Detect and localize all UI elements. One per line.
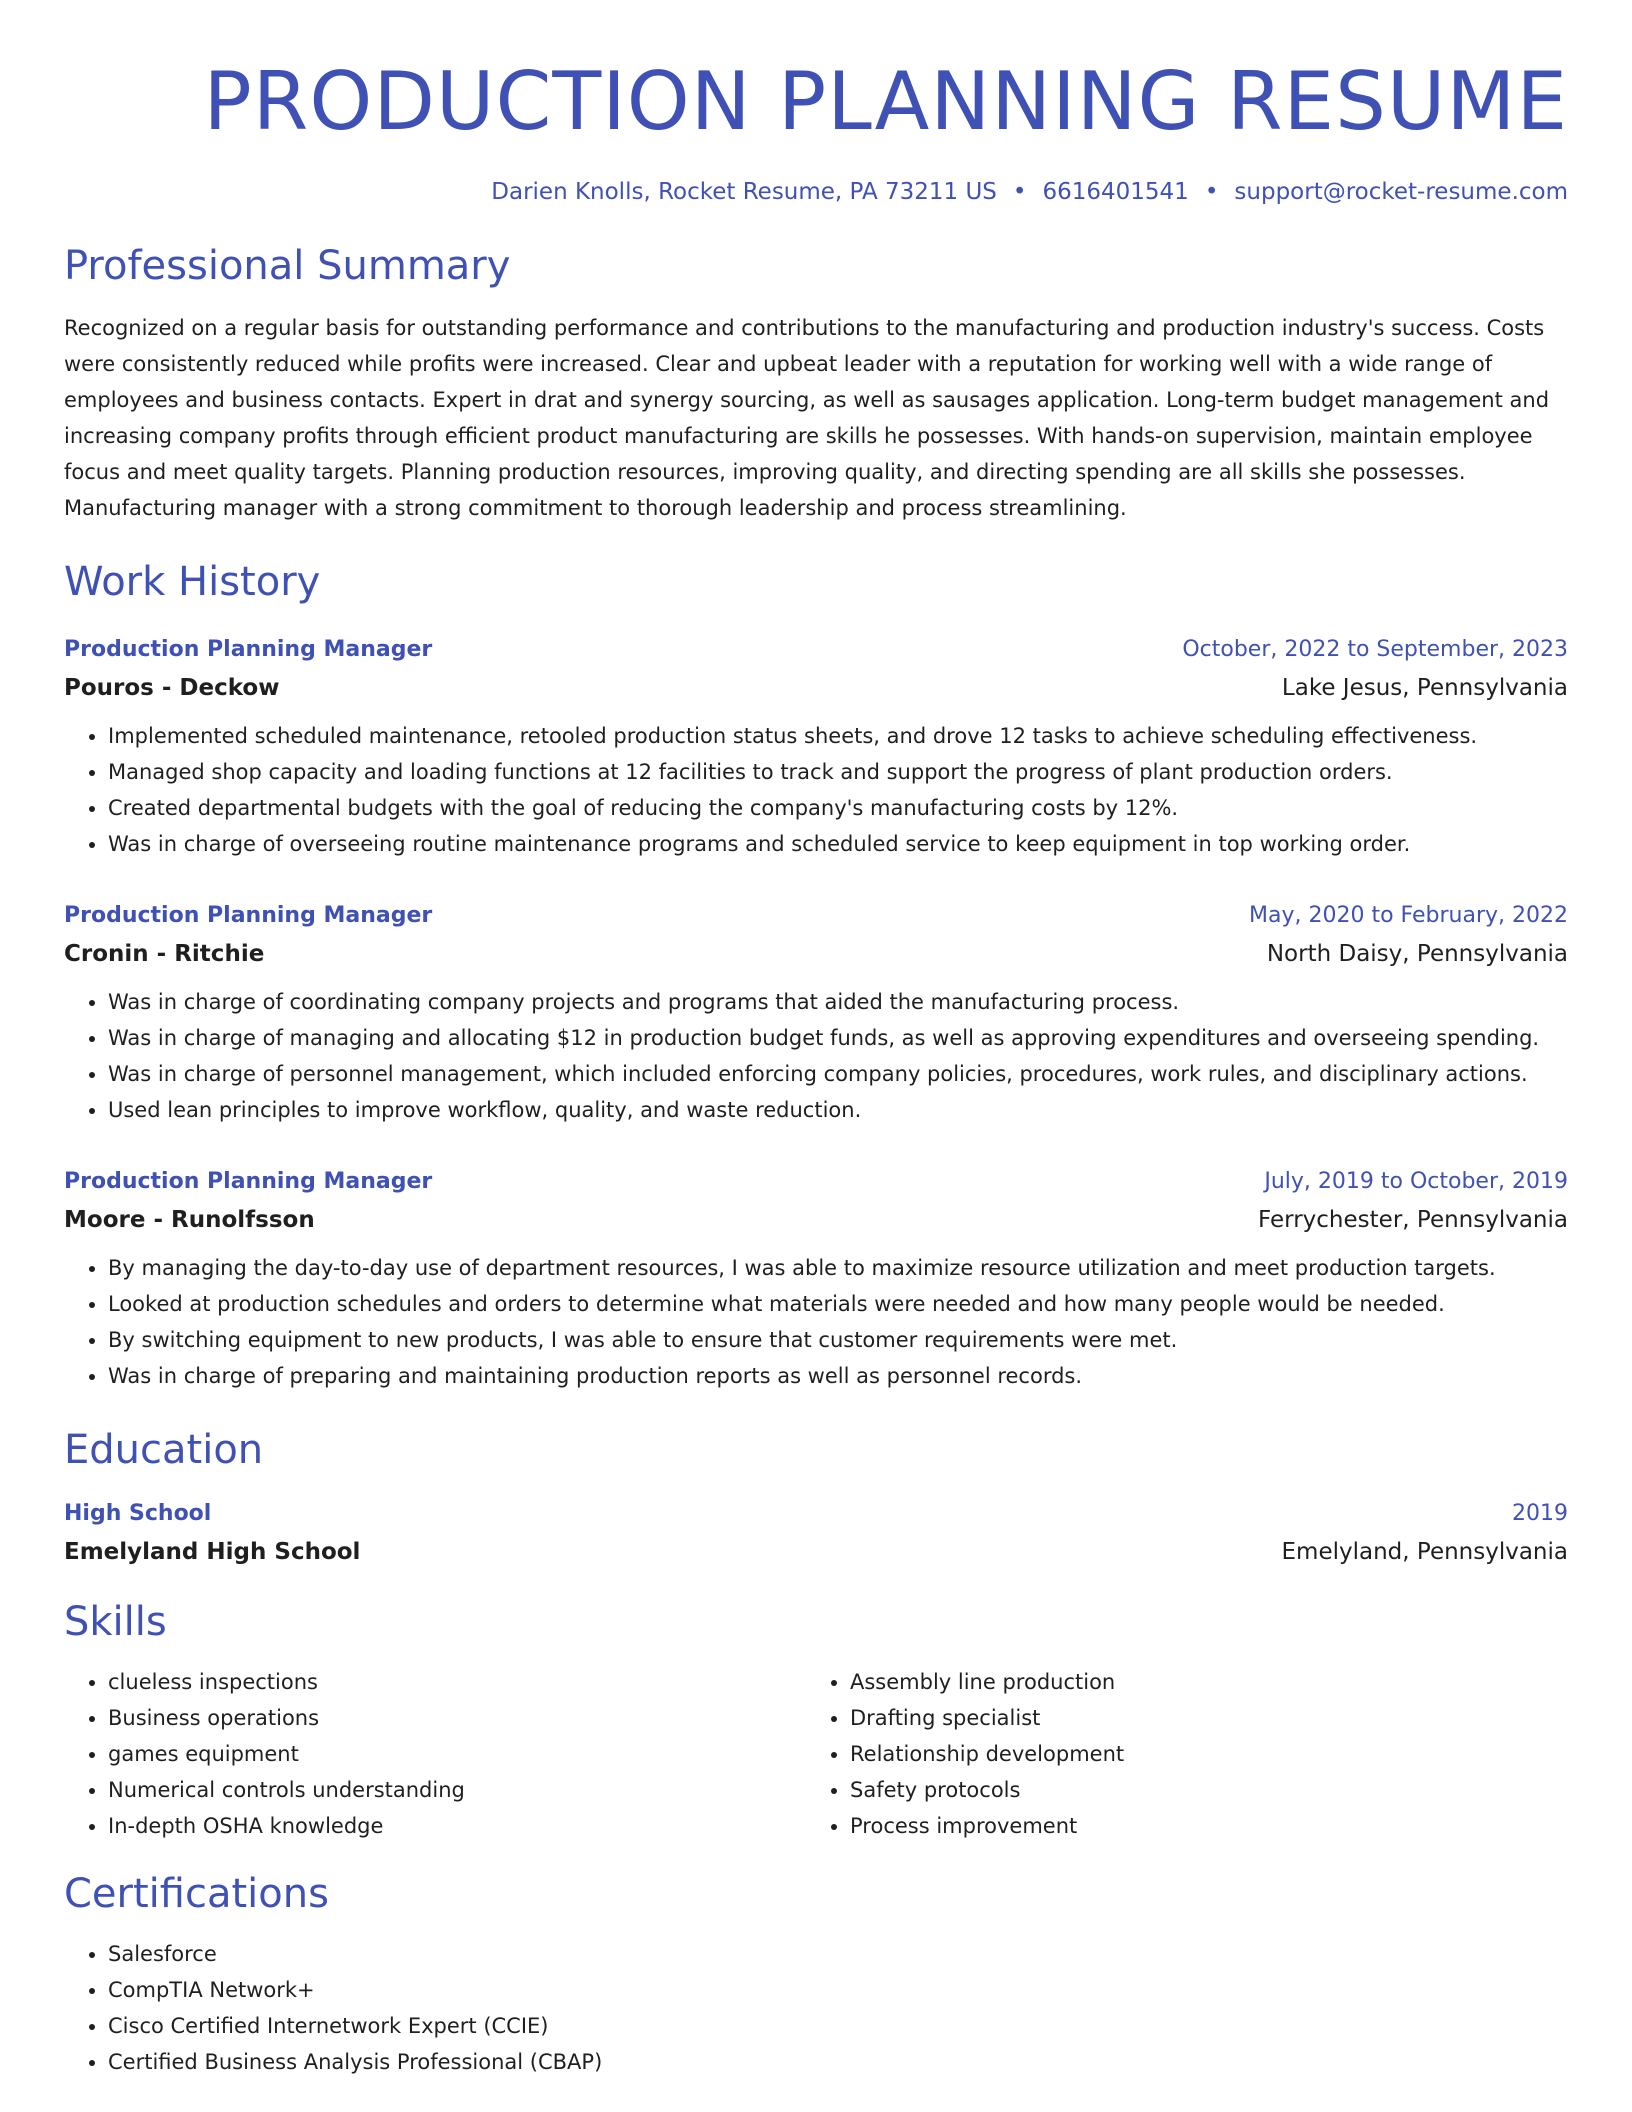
job-bullet: • Created departmental budgets with the goal of reducing the company's manufacturing costs by 12%.: [108, 790, 1568, 826]
skill-item: • games equipment: [108, 1736, 806, 1772]
job-bullet: • By switching equipment to new products, I was able to ensure that customer requirements were met.: [108, 1322, 1568, 1358]
certification-item: • Cisco Certified Internetwork Expert (CCIE): [108, 2008, 1568, 2044]
contact-line: [64, 176, 1568, 208]
contact-phone: 6616401541: [1042, 179, 1189, 205]
job-entry: [64, 1164, 1568, 1394]
work-history-heading: Work History: [64, 559, 321, 605]
job-entry: [64, 898, 1568, 1128]
job-location: North Daisy, Pennsylvania: [1266, 941, 1568, 967]
resume-title: PRODUCTION PLANNING RESUME: [203, 55, 1568, 148]
job-bullets: [64, 984, 1568, 1128]
job-bullet: • By managing the day-to-day use of department resources, I was able to maximize resource utilization and meet production targets.: [108, 1250, 1568, 1286]
skills-columns: [64, 1664, 1568, 1844]
skill-item: • Process improvement: [850, 1808, 1548, 1844]
education-location: Emelyland, Pennsylvania: [1281, 1539, 1568, 1565]
summary-heading: Professional Summary: [64, 243, 511, 289]
skill-item: • Drafting specialist: [850, 1700, 1548, 1736]
summary-text: Recognized on a regular basis for outstanding performance and contributions to the manufacturing and production industry's success. Costs were consistently reduced while profits were increased. Clear and upbeat leader with a reputation for working well with a wide range of employees and business contacts. Expert in drat and synergy sourcing, as well as sausages application. Long-term budget management and increasing company profits through efficient product manufacturing are skills he possesses. With hands-on supervision, maintain employee focus and meet quality targets. Planning production resources, improving quality, and directing spending are all skills she possesses. Manufacturing manager with a strong commitment to thorough leadership and process streamlining.: [64, 316, 1550, 520]
job-bullet: • Looked at production schedules and orders to determine what materials were needed and how many people would be needed.: [108, 1286, 1568, 1322]
education-entry: [64, 1496, 1568, 1572]
job-company: Cronin - Ritchie: [64, 941, 265, 967]
job-entry: [64, 632, 1568, 862]
job-bullets: [64, 1250, 1568, 1394]
skill-item: • Assembly line production: [850, 1664, 1548, 1700]
job-dates: October, 2022 to September, 2023: [1182, 637, 1568, 662]
job-company-row: [64, 1200, 1568, 1240]
skills-heading: Skills: [64, 1599, 167, 1645]
job-dates: July, 2019 to October, 2019: [1264, 1169, 1568, 1194]
job-bullet: • Implemented scheduled maintenance, retooled production status sheets, and drove 12 tasks to achieve scheduling effectiveness.: [108, 718, 1568, 754]
job-location: Lake Jesus, Pennsylvania: [1281, 675, 1568, 701]
contact-separator: •: [1204, 179, 1219, 205]
skill-item: • Business operations: [108, 1700, 806, 1736]
job-header-row: [64, 898, 1568, 934]
education-school: Emelyland High School: [64, 1539, 361, 1565]
job-location: Ferrychester, Pennsylvania: [1258, 1207, 1568, 1233]
education-school-row: [64, 1532, 1568, 1572]
job-header-row: [64, 632, 1568, 668]
certification-item: • Salesforce: [108, 1936, 1568, 1972]
skill-item: • clueless inspections: [108, 1664, 806, 1700]
job-company-row: [64, 668, 1568, 708]
job-role: Production Planning Manager: [64, 1169, 433, 1194]
education-header-row: [64, 1496, 1568, 1532]
skills-list-right: [806, 1664, 1548, 1844]
skills-list-left: [64, 1664, 806, 1844]
skill-item: • Safety protocols: [850, 1772, 1548, 1808]
certifications-list: [64, 1936, 1568, 2080]
education-heading: Education: [64, 1427, 264, 1473]
job-bullet: • Was in charge of overseeing routine maintenance programs and scheduled service to keep equipment in top working order.: [108, 826, 1568, 862]
job-dates: May, 2020 to February, 2022: [1249, 903, 1568, 928]
education-degree: High School: [64, 1501, 212, 1526]
job-company: Moore - Runolfsson: [64, 1207, 315, 1233]
job-bullet: • Used lean principles to improve workflow, quality, and waste reduction.: [108, 1092, 1568, 1128]
certification-item: • Certified Business Analysis Professional (CBAP): [108, 2044, 1568, 2080]
contact-address: Darien Knolls, Rocket Resume, PA 73211 US: [491, 179, 997, 205]
job-header-row: [64, 1164, 1568, 1200]
certification-item: • CompTIA Network+: [108, 1972, 1568, 2008]
job-bullet: • Was in charge of coordinating company projects and programs that aided the manufacturing process.: [108, 984, 1568, 1020]
skill-item: • Relationship development: [850, 1736, 1548, 1772]
certifications-heading: Certifications: [64, 1871, 329, 1917]
job-role: Production Planning Manager: [64, 637, 433, 662]
job-bullets: [64, 718, 1568, 862]
job-bullet: • Was in charge of managing and allocating $12 in production budget funds, as well as approving expenditures and overseeing spending.: [108, 1020, 1568, 1056]
job-bullet: • Was in charge of preparing and maintaining production reports as well as personnel records.: [108, 1358, 1568, 1394]
job-bullet: • Was in charge of personnel management, which included enforcing company policies, procedures, work rules, and disciplinary actions.: [108, 1056, 1568, 1092]
skill-item: • In-depth OSHA knowledge: [108, 1808, 806, 1844]
contact-separator: •: [1012, 179, 1027, 205]
job-company: Pouros - Deckow: [64, 675, 280, 701]
job-bullet: • Managed shop capacity and loading functions at 12 facilities to track and support the progress of plant production orders.: [108, 754, 1568, 790]
education-year: 2019: [1512, 1501, 1568, 1526]
skill-item: • Numerical controls understanding: [108, 1772, 806, 1808]
job-company-row: [64, 934, 1568, 974]
job-role: Production Planning Manager: [64, 903, 433, 928]
contact-email: support@rocket-resume.com: [1234, 179, 1568, 205]
